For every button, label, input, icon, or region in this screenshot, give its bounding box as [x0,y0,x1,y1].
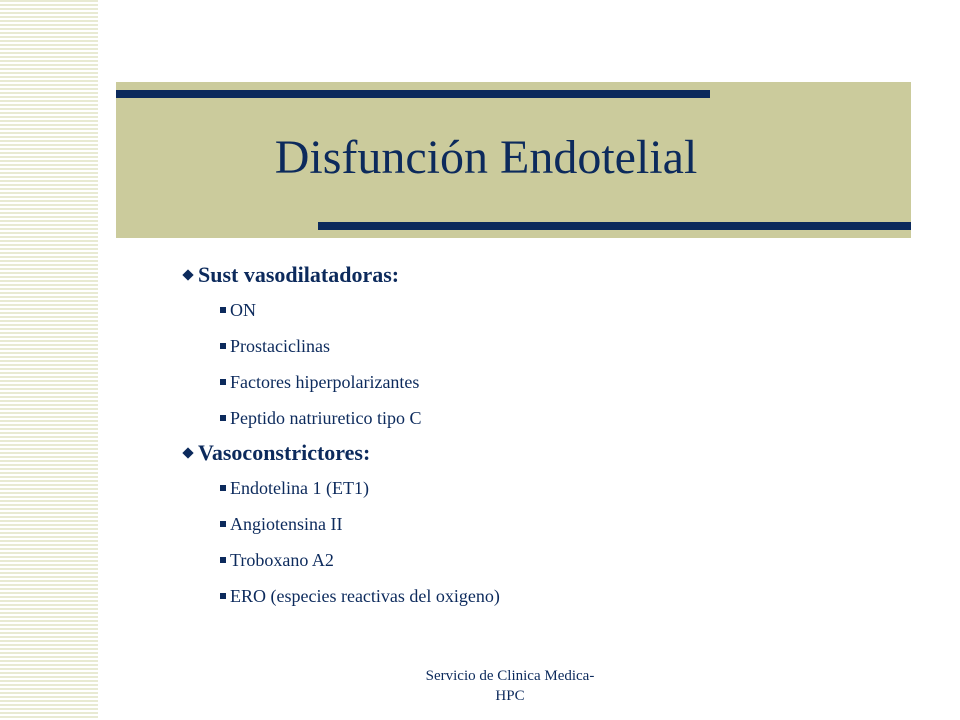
list-item-text: Troboxano A2 [230,549,334,570]
sub-bullet-list [186,470,886,614]
square-bullet-icon [220,521,226,527]
list-item [220,542,886,578]
bullet-group-vasoconstrictors [186,436,886,614]
list-item [220,400,886,436]
bullet-heading [186,436,886,470]
list-item [220,470,886,506]
diamond-bullet-icon [182,447,193,458]
square-bullet-icon [220,557,226,563]
list-item-text: Prostaciclinas [230,335,330,356]
slide-content [186,258,886,614]
bullet-heading-text: Vasoconstrictores: [198,440,371,465]
decorative-stripe-panel [0,0,104,720]
square-bullet-icon [220,593,226,599]
list-item-text: Peptido natriuretico tipo C [230,407,422,428]
square-bullet-icon [220,485,226,491]
square-bullet-icon [220,379,226,385]
footer-line: HPC [495,688,525,704]
square-bullet-icon [220,343,226,349]
list-item-text: Angiotensina II [230,513,343,534]
list-item [220,364,886,400]
bullet-heading [186,258,886,292]
bullet-heading-text: Sust vasodilatadoras: [198,262,400,287]
list-item-text: ERO (especies reactivas del oxigeno) [230,585,500,606]
title-bottom-rule [318,222,911,230]
list-item [220,328,886,364]
footer-line: Servicio de Clinica Medica- [425,668,595,684]
square-bullet-icon [220,307,226,313]
list-item-text: Factores hiperpolarizantes [230,371,420,392]
slide-footer [380,666,640,706]
list-item [220,292,886,328]
list-item [220,506,886,542]
list-item-text: Endotelina 1 (ET1) [230,477,369,498]
diamond-bullet-icon [182,269,193,280]
list-item [220,578,886,614]
bullet-group-vasodilators [186,258,886,436]
list-item-text: ON [230,299,256,320]
title-top-rule [116,90,710,98]
slide-title: Disfunción Endotelial [274,131,698,184]
sub-bullet-list [186,292,886,436]
square-bullet-icon [220,415,226,421]
